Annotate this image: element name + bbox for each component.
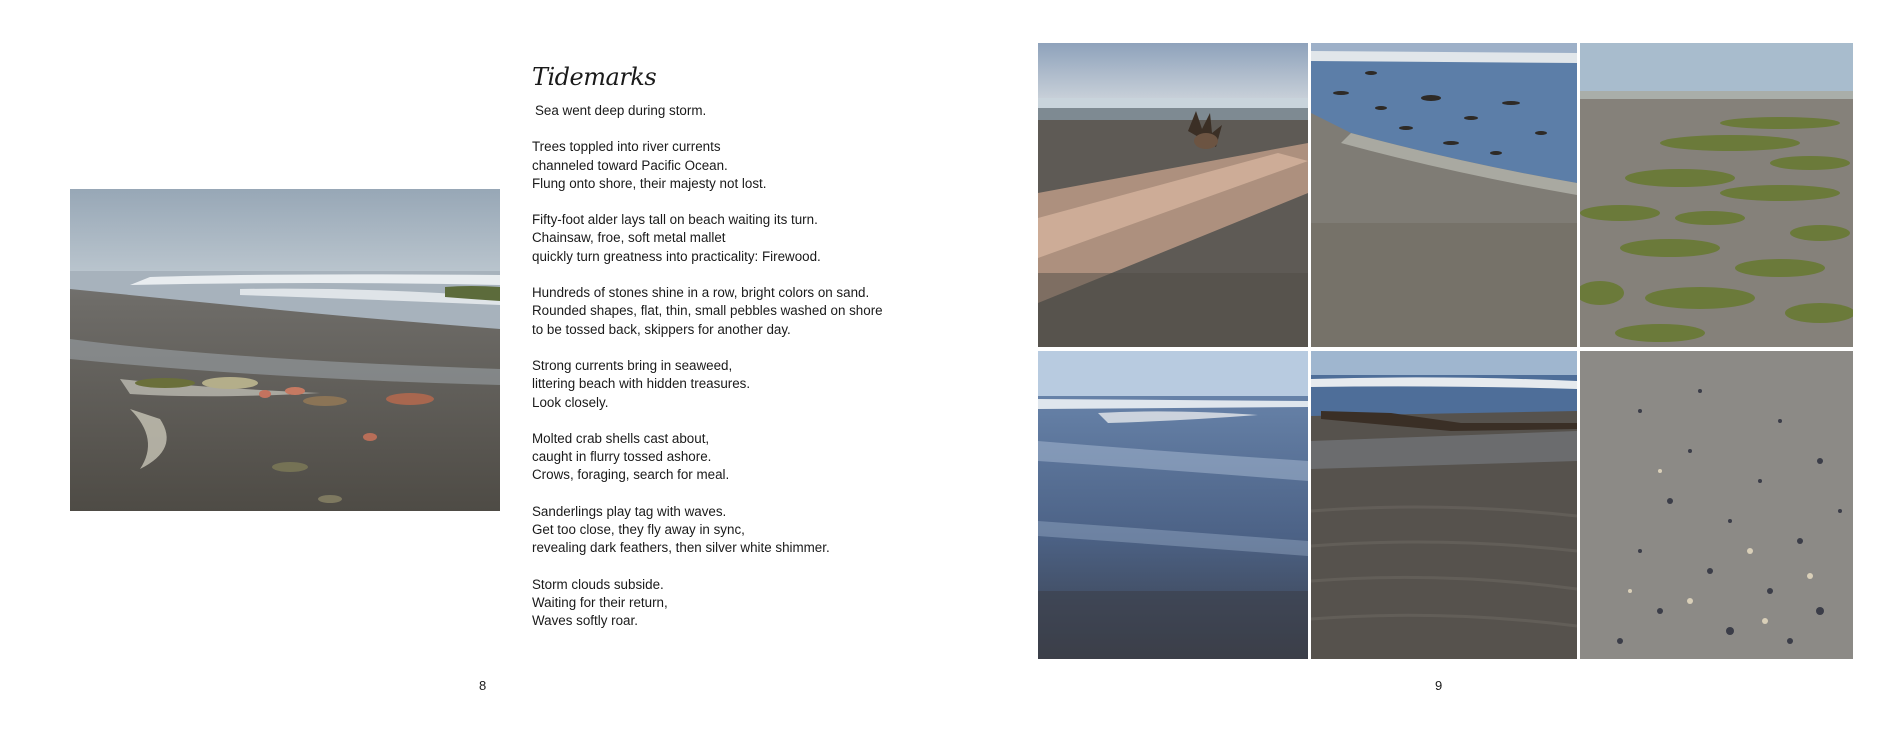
poem-line: Crows, foraging, search for meal. xyxy=(532,467,730,483)
stanza-3 xyxy=(532,211,952,266)
stanza-8 xyxy=(532,576,952,631)
poem-line: Flung onto shore, their majesty not lost. xyxy=(532,175,767,191)
stanza-2 xyxy=(532,138,952,193)
poem-line: Strong currents bring in seaweed, xyxy=(532,357,733,373)
poem-line: Look closely. xyxy=(532,394,609,410)
pebbles-on-sand-photo xyxy=(1580,351,1853,659)
poem-line: to be tossed back, skippers for another day. xyxy=(532,321,791,337)
poem-line: quickly turn greatness into practicality: Firewood. xyxy=(532,248,821,264)
poem-line: Storm clouds subside. xyxy=(532,576,664,592)
poem-line: Sanderlings play tag with waves. xyxy=(532,503,727,519)
page-number-left: 8 xyxy=(479,678,487,693)
stanza-7 xyxy=(532,503,952,558)
poem-line: Get too close, they fly away in sync, xyxy=(532,522,745,538)
stanza-6 xyxy=(532,430,952,485)
poem-line: revealing dark feathers, then silver white shimmer. xyxy=(532,540,830,556)
poem-line: channeled toward Pacific Ocean. xyxy=(532,157,728,173)
rippled-sand-driftwood-photo xyxy=(1311,351,1577,659)
stanza-5 xyxy=(532,357,952,412)
poem-line: caught in flurry tossed ashore. xyxy=(532,449,712,465)
stanza-1 xyxy=(532,102,952,120)
poem-line: Trees toppled into river currents xyxy=(532,139,721,155)
poem-line: Waves softly roar. xyxy=(532,613,638,629)
poem-line: Chainsaw, froe, soft metal mallet xyxy=(532,230,726,246)
seaweed-strewn-beach-photo xyxy=(1580,43,1853,347)
poem-line: Molted crab shells cast about, xyxy=(532,430,710,446)
poem-line: Fifty-foot alder lays tall on beach waiting its turn. xyxy=(532,212,818,228)
poem-line: littering beach with hidden treasures. xyxy=(532,376,751,392)
poem-title: Tidemarks xyxy=(532,63,657,91)
poem-line: Hundreds of stones shine in a row, bright colors on sand. xyxy=(532,285,870,301)
poem-line: Sea went deep during storm. xyxy=(535,103,707,118)
poem xyxy=(532,62,952,649)
shimmering-tide-photo xyxy=(1038,351,1308,659)
poem-line: Waiting for their return, xyxy=(532,594,668,610)
poem-line: Rounded shapes, flat, thin, small pebbles washed on shore xyxy=(532,303,883,319)
stanza-4 xyxy=(532,284,952,339)
wet-beach-debris-photo xyxy=(1311,43,1577,347)
driftwood-stump-photo xyxy=(1038,43,1308,347)
beach-seaweed-photo xyxy=(70,189,500,511)
page-number-right: 9 xyxy=(1435,678,1443,693)
